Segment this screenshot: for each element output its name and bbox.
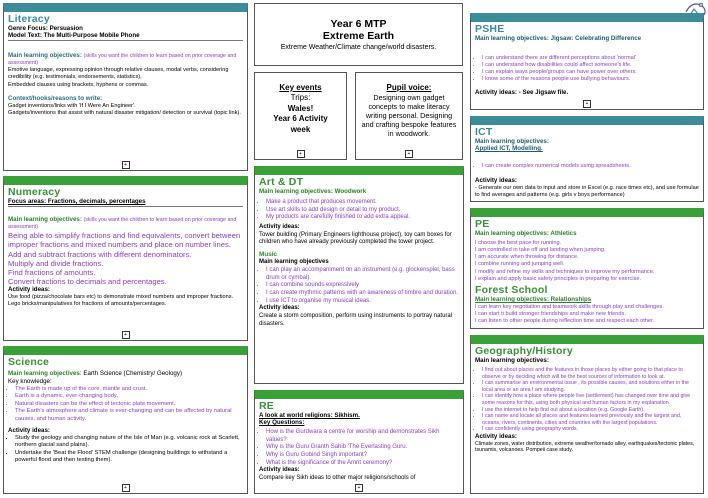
- re-item: • Why is Guru Gobind Singh important?: [266, 452, 459, 460]
- pe-item: I combine running and jumping well.: [475, 261, 565, 268]
- key-events-title: Key events: [279, 83, 322, 92]
- pe-item: I explain and apply basic safety principles in preparing for exercise.: [475, 275, 642, 282]
- numeracy-expand-icon[interactable]: +: [122, 331, 130, 339]
- pe-panel: [470, 208, 704, 329]
- re-header: [259, 401, 459, 427]
- literacy-obj-note: (skills you want the children to learn based on prior coverage and assessment): [8, 53, 237, 67]
- science-act-item: • Undertake the 'Beat the Flood' STEM challenge (designing buildings to withstand a powerful flood and then testing them).: [15, 450, 243, 465]
- literacy-panel: [3, 3, 248, 171]
- forest-school-item: I can start ti build stronger friendships and make new friends.: [475, 311, 626, 318]
- re-title: RE: [259, 400, 274, 412]
- art-obj: Main learning objectives: Woodwork: [259, 188, 367, 196]
- pshe-item: • I can understand there are different perceptions about 'normal': [482, 55, 699, 62]
- art-title: Art & DT: [259, 176, 304, 188]
- forest-school-item: I can listen to other people during reflection time and respect each other.: [475, 318, 655, 325]
- ict-obj1: Main learning objectives:: [475, 138, 549, 146]
- pshe-item: • I can understand how disabilities could affect someone's life.: [482, 62, 699, 69]
- geo-act-text: Climate zones, water distribution, extreme weather/tornado alley, earthquakes/tectonic plates, tsunamis, volcanoes. Pompeii case study.: [475, 440, 695, 454]
- ict-panel: [470, 116, 704, 202]
- science-item: • Earth is a dynamic, ever-changing body.: [15, 393, 243, 400]
- science-list: [8, 386, 243, 423]
- re-panel: [254, 390, 464, 494]
- geo-item: • I can confidently using geography words.: [482, 426, 699, 433]
- science-content: [8, 370, 243, 464]
- numeracy-obj-note: (skills you want the children to learn based on prior coverage and assessment): [8, 217, 237, 231]
- re-item: • How is the Gurdwara a centre for worship and demonstrates Sikh values?: [266, 429, 459, 444]
- forest-school-item: I can learn key negotiation and teamwork skills through play and challenges.: [475, 303, 664, 310]
- pe-title: PE: [475, 218, 490, 230]
- re-act-title: Activity ideas:: [259, 467, 300, 474]
- numeracy-header: [8, 187, 243, 207]
- key-events-expand-icon[interactable]: +: [297, 150, 305, 158]
- re-content: [259, 429, 459, 483]
- forest-school-list: [475, 304, 699, 325]
- pe-obj: Main learning objectives: Athletics: [475, 230, 577, 238]
- mtp-topic: Extreme Earth: [322, 30, 395, 42]
- literacy-obj-text: Emotive language, expressing opinion through relative clauses, modal verbs, considering credibility (e.g. testimonials, endorsements, statistics),: [8, 67, 229, 81]
- literacy-title: Literacy: [8, 13, 50, 25]
- science-item: • The Earth is made up of the core, mantle and crust.: [15, 386, 243, 393]
- art-list: [259, 199, 459, 222]
- geo-item: • I use the internet to help find out about a location (e.g. Google Earth).: [482, 407, 699, 414]
- pe-item: I am accurate when throwing for distance.: [475, 254, 579, 261]
- re-item: • Why is the Guru Granth Sahib 'The Everlasting Guru.: [266, 444, 459, 452]
- science-act-item: • Study the geology and changing nature of the Isle of Man (e.g. volcanic rock at Scarlett, northern glacial sand plains).: [15, 435, 243, 450]
- ict-obj2: Applied ICT, Modelling.: [475, 145, 543, 153]
- art-act-text: Tower building (Primary Engineers lighthouse project), toy cam boxes for children who have already previously completed the tower project.: [259, 231, 452, 246]
- numeracy-obj-item: Convert fractions to decimals and percentages.: [8, 276, 167, 286]
- literacy-obj-label: Main learning objectives:: [8, 52, 82, 59]
- re-item: • What is the significance of the Amrit ceremony?: [266, 460, 459, 468]
- literacy-context1: Gadget inventions/links with 'If I Were An Engineer'.: [8, 102, 136, 109]
- numeracy-panel: [3, 176, 248, 341]
- literacy-header: [8, 14, 243, 41]
- pshe-panel: [470, 13, 704, 110]
- science-expand-icon[interactable]: +: [122, 484, 130, 492]
- literacy-genre: Genre Focus: Persuasion: [8, 25, 83, 33]
- re-act-text: Compare key Sikh ideas to other major religions/schools of: [259, 475, 416, 482]
- numeracy-focus: Focus areas: Fractions, decimals, percentages: [8, 198, 146, 206]
- literacy-expand-icon[interactable]: +: [122, 161, 130, 169]
- pe-list: [475, 240, 699, 283]
- re-subtitle: A look at world religions: Sikhism.: [259, 412, 360, 420]
- geo-list: [475, 367, 699, 433]
- re-expand-icon[interactable]: +: [355, 484, 363, 492]
- art-item: • Use art skills to add design or detail to my product.: [266, 207, 459, 215]
- science-key: Key knowledge:: [8, 377, 52, 385]
- music-item: • I can create rhythmic patterns with an awareness of timbre and duration.: [266, 290, 459, 298]
- science-obj-text: : Earth Science (Chemistry/ Geology): [79, 370, 183, 377]
- key-events-l4: week: [290, 124, 311, 134]
- pe-item: I am controlled in take off and landing when jumping.: [475, 247, 606, 254]
- mtp-subtitle: Extreme Weather/Climate change/world disasters.: [280, 44, 437, 51]
- geo-history-panel: [470, 335, 704, 494]
- numeracy-obj-item: Multiply and divide fractions.: [8, 258, 104, 268]
- music-item: • I can play an accompaniment on an instrument (e.g. glockenspiel, bass drum or cymbal).: [266, 267, 459, 282]
- pshe-expand-icon[interactable]: +: [583, 100, 591, 108]
- geo-act-title: Activity ideas:: [475, 433, 517, 441]
- pshe-item: • I know some of the reasons people use bullying behaviours.: [482, 76, 699, 83]
- pe-content: [475, 240, 699, 325]
- ict-item: • I can create complex numerical models using spreadsheets.: [482, 163, 699, 170]
- numeracy-obj-label: Main learning objectives:: [8, 216, 82, 223]
- art-item: • Make a product that produces movement.: [266, 199, 459, 207]
- re-list: [259, 429, 459, 467]
- pe-item: I modify and refine my skills and techniques to improve my performance.: [475, 268, 655, 275]
- pe-item: I choose the best pace for running.: [475, 240, 562, 246]
- key-events-l2: Wales!: [287, 103, 314, 113]
- pshe-content: [475, 55, 699, 97]
- geo-item: • I can summarise an environmental issue , its possible causes, and solutions either in the local area or an area I am studying.: [482, 380, 699, 393]
- art-item: • My products are carefully finished to add extra appeal.: [266, 214, 459, 222]
- numeracy-obj-item: Add and subtract fractions with different denominators.: [8, 249, 192, 259]
- numeracy-content: [8, 216, 243, 308]
- re-kq: Key Questions:: [259, 419, 305, 427]
- literacy-context2: Gadgets/inventions that assist with natural disaster mitigation/ detection or survival (topic link).: [8, 109, 241, 116]
- art-content: [259, 199, 459, 328]
- art-header: [259, 177, 459, 196]
- geo-item: • I find out about places and the features in those places by either going to that place to observe or by deciding which will be the best sources of information to look at.: [482, 367, 699, 380]
- science-panel: [3, 346, 248, 494]
- literacy-content: [8, 52, 243, 117]
- geo-title: Geography/History: [475, 345, 573, 357]
- literacy-model: Model Text: The Multi-Purpose Mobile Phone: [8, 32, 140, 40]
- forest-school-obj: Main learning objectives: Relationships: [475, 295, 592, 303]
- numeracy-act-text: Use food (pizza/chocolate bars etc) to demonstrate mixed numbers and improper fractions. Lego bricks/manipulatives for fractions of amounts/percentages.: [8, 293, 234, 308]
- numeracy-obj-item: Find fractions of amounts.: [8, 267, 96, 277]
- music-title: Music: [259, 251, 278, 259]
- pshe-act: Activity ideas: - See Jigsaw file.: [475, 88, 569, 96]
- geo-header: [475, 346, 699, 365]
- geo-item: • I can name and locate all places and features learned previously and the largest and, oceans, rivers, continents, cities and countries with the largest populations.: [482, 413, 699, 426]
- pshe-obj: Main learning objectives: Jigsaw: Celebrating Difference: [475, 35, 642, 43]
- ict-header: [475, 127, 699, 153]
- ict-content: [475, 163, 699, 199]
- music-act-text: Create a storm composition, perform using instruments to portray natural disasters.: [259, 312, 453, 327]
- science-header: [8, 357, 243, 369]
- music-obj: Main learning objectives: [259, 259, 329, 266]
- ict-list: [475, 163, 699, 170]
- key-events-l1: Trips:: [290, 93, 311, 103]
- pupil-voice-text: Designing own gadget concepts to make literacy writing personal. Designing and crafting bespoke features in woodwork.: [361, 93, 457, 138]
- geo-content: [475, 367, 699, 454]
- science-act-title: Activity ideas:: [8, 426, 50, 434]
- geo-item: • I can identify how a place where people live (settlement) has changed over time and give some reasons for this, using both physical and human factors in my explanation.: [482, 393, 699, 406]
- pshe-list: [475, 55, 699, 84]
- pe-header: [475, 219, 699, 238]
- mtp-title: Year 6 MTP: [330, 18, 387, 30]
- pupil-voice-title: Pupil voice:: [386, 83, 432, 92]
- pshe-item: • I can explain ways people/groups can have power over others.: [482, 69, 699, 76]
- ict-act-title: Activity ideas:: [475, 177, 517, 185]
- music-list: [259, 267, 459, 305]
- pupil-voice-expand-icon[interactable]: +: [405, 150, 413, 158]
- numeracy-act-title: Activity ideas:: [8, 285, 50, 293]
- key-events-l3: Year 6 Activity: [273, 114, 328, 124]
- numeracy-obj-item: Being able to simplify fractions and find equivalents, convert between improper fractions and mixed numbers and place on number lines.: [8, 231, 241, 250]
- music-item: • I can combine sounds expressively: [266, 282, 459, 290]
- pshe-header: [475, 24, 699, 43]
- science-obj-label: Main learning objectives: [8, 370, 80, 377]
- ict-title: ICT: [475, 126, 493, 138]
- music-act-title: Activity ideas:: [259, 305, 300, 312]
- science-title: Science: [8, 356, 50, 368]
- geo-obj: Main learning objectives:: [475, 357, 549, 365]
- science-item: • The Earth's atmosphere and climate is ever-changing and can be affected by natural causes, and human activity.: [15, 408, 243, 423]
- pupil-voice-box: [355, 72, 463, 160]
- pshe-title: PSHE: [475, 23, 505, 35]
- numeracy-objectives: [8, 231, 243, 286]
- numeracy-title: Numeracy: [8, 186, 61, 198]
- literacy-context-title: Context/hooks/reasons to write:: [8, 94, 103, 102]
- ict-act-text: - Generate our own data to input and store in Excel (e.g. race times etc), and use formulae to find averages and patterns (e.g. girls v boys performance): [475, 185, 699, 199]
- music-item: • I use ICT to organise my musical ideas.: [266, 298, 459, 306]
- art-act-title: Activity ideas:: [259, 224, 300, 231]
- mtp-title-box: [254, 3, 463, 66]
- key-events-box: [254, 72, 347, 160]
- science-item: • Natural disasters can be the effect of tectonic plate movement.: [15, 401, 243, 408]
- literacy-obj-text2: Embedded clauses using brackets, hyphens or commas.: [8, 81, 149, 88]
- art-dt-panel: [254, 166, 464, 384]
- science-act-list: [8, 435, 243, 465]
- forest-school-title: Forest School: [475, 283, 548, 296]
